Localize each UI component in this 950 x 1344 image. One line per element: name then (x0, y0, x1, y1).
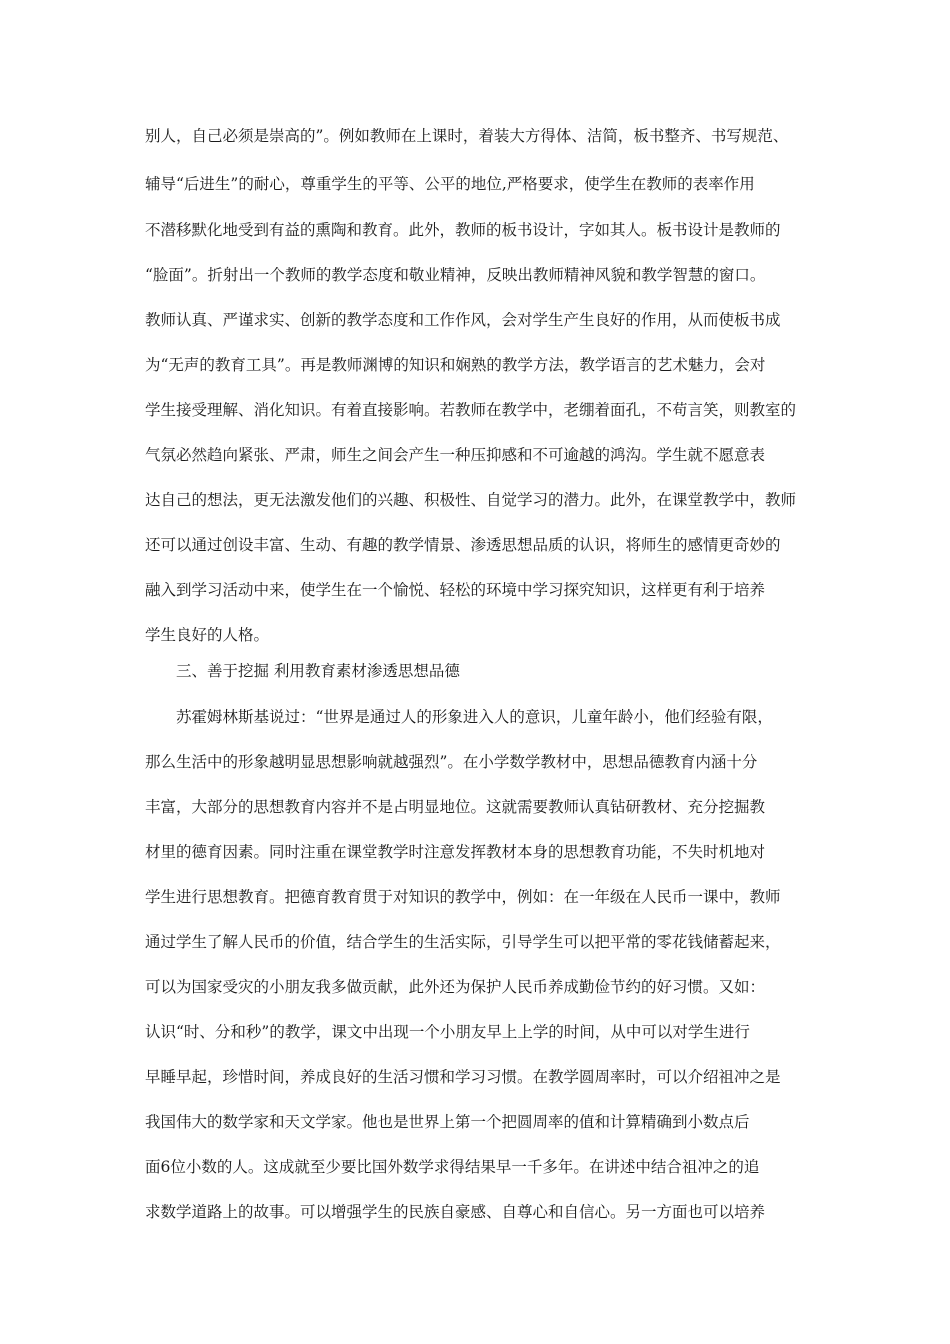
text-line: 教师认真、严谨求实、创新的教学态度和工作作风，会对学生产生良好的作用，从而使板书成 (145, 311, 781, 329)
text-line: 我国伟大的数学家和天文学家。他也是世界上第一个把圆周率的值和计算精确到小数点后 (145, 1113, 750, 1131)
text-line: 学生接受理解、消化知识。有着直接影响。若教师在教学中，老绷着面孔，不苟言笑，则教室的 (145, 401, 797, 419)
text-line: 达自己的想法，更无法激发他们的兴趣、积极性、自觉学习的潜力。此外，在课堂教学中，教师 (145, 491, 797, 509)
text-line: 求数学道路上的故事。可以增强学生的民族自豪感、自尊心和自信心。另一方面也可以培养 (145, 1203, 766, 1221)
text-line: 可以为国家受灾的小朋友我多做贡献，此外还为保护人民币养成勤俭节约的好习惯。又如： (145, 978, 766, 996)
text-line: 还可以通过创设丰富、生动、有趣的教学情景、渗透思想品质的认识，将师生的感情更奇妙的 (145, 536, 781, 554)
text-line: 气氛必然趋向紧张、严肃，师生之间会产生一种压抑感和不可逾越的鸿沟。学生就不愿意表 (145, 446, 766, 464)
text-line: 通过学生了解人民币的价值，结合学生的生活实际，引导学生可以把平常的零花钱储蓄起来， (145, 933, 781, 951)
text-line: 辅导“后进生”的耐心，尊重学生的平等、公平的地位,严格要求，使学生在教师的表率作用 (145, 175, 755, 193)
text-line: 认识“时、分和秒”的教学，课文中出现一个小朋友早上上学的时间，从中可以对学生进行 (145, 1023, 750, 1041)
text-line: 为“无声的教育工具”。再是教师渊博的知识和娴熟的教学方法，教学语言的艺术魅力，会对 (145, 356, 766, 374)
text-line: 不潜移默化地受到有益的熏陶和教育。此外，教师的板书设计，字如其人。板书设计是教师的 (145, 221, 781, 239)
text-line: 学生进行思想教育。把德育教育贯于对知识的教学中，例如：在一年级在人民币一课中，教师 (145, 888, 781, 906)
text-line: 面6位小数的人。这成就至少要比国外数学求得结果早一千多年。在讲述中结合祖冲之的追 (145, 1158, 760, 1176)
text-line: 融入到学习活动中来，使学生在一个愉悦、轻松的环境中学习探究知识，这样更有利于培养 (145, 581, 766, 599)
text-line: 材里的德育因素。同时注重在课堂教学时注意发挥教材本身的思想教育功能，不失时机地对 (145, 843, 766, 861)
text-line: 别人，自己必须是崇高的”。例如教师在上课时，着装大方得体、洁简，板书整齐、书写规范、 (145, 127, 789, 145)
text-line: 早睡早起，珍惜时间，养成良好的生活习惯和学习习惯。在教学圆周率时，可以介绍祖冲之是 (145, 1068, 781, 1086)
text-line: 丰富，大部分的思想教育内容并不是占明显地位。这就需要教师认真钻研教材、充分挖掘教 (145, 798, 766, 816)
section-heading: 三、善于挖掘 利用教育素材渗透思想品德 (176, 662, 460, 680)
text-line: “脸面”。折射出一个教师的教学态度和敬业精神，反映出教师精神风貌和教学智慧的窗口。 (145, 266, 766, 284)
text-line: 学生良好的人格。 (145, 626, 270, 644)
text-line: 那么生活中的形象越明显思想影响就越强烈”。在小学数学教材中，思想品德教育内涵十分 (145, 753, 758, 771)
text-line: 苏霍姆林斯基说过：“世界是通过人的形象进入人的意识，儿童年龄小，他们经验有限， (176, 708, 773, 726)
